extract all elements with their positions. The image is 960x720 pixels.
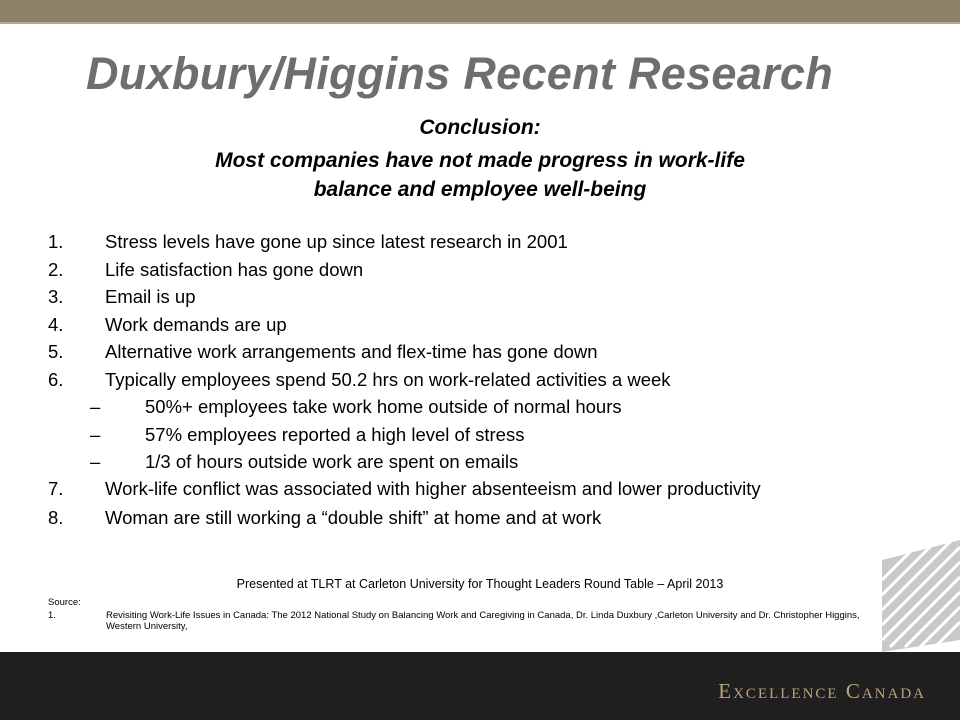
source-label: Source:	[48, 597, 81, 608]
item-number: 2.	[48, 258, 64, 280]
list-item	[48, 366, 895, 394]
source-reference	[48, 610, 868, 632]
sub-item-dash: –	[90, 423, 101, 445]
item-number: 3.	[48, 286, 64, 307]
sub-list-item	[48, 421, 895, 449]
sub-item-text: 57% employees reported a high level of stress	[145, 423, 525, 445]
item-number: 1.	[48, 231, 64, 252]
item-text: Typically employees spend 50.2 hrs on work-related activities a week	[105, 368, 671, 390]
item-number: 7.	[48, 477, 64, 499]
item-text: Life satisfaction has gone down	[105, 258, 364, 280]
sub-item-text: 50%+ employees take work home outside of normal hours	[145, 396, 622, 417]
item-text: Work demands are up	[105, 313, 287, 335]
item-number: 5.	[48, 341, 64, 362]
excellence-canada-logo-icon	[862, 540, 960, 652]
item-text: Stress levels have gone up since latest research in 2001	[105, 231, 568, 252]
list-item	[48, 228, 895, 256]
conclusion-line-2: balance and employee well-being	[313, 178, 647, 201]
top-accent-line	[0, 22, 960, 24]
conclusion-heading: Conclusion:	[419, 116, 541, 139]
presentation-credit: Presented at TLRT at Carleton University for Thought Leaders Round Table – April 2013	[236, 577, 724, 591]
slide-title: Duxbury/Higgins Recent Research	[86, 48, 834, 99]
findings-list	[48, 228, 895, 531]
top-bar	[0, 0, 960, 22]
sub-list-item	[48, 448, 895, 476]
sub-list-item	[48, 393, 895, 421]
item-number: 4.	[48, 313, 64, 335]
list-item	[48, 256, 895, 284]
item-number: 6.	[48, 368, 64, 390]
item-number: 8.	[48, 506, 64, 528]
item-text: Alternative work arrangements and flex-time has gone down	[105, 341, 598, 362]
conclusion-line-1: Most companies have not made progress in work-life	[215, 149, 745, 172]
sub-item-dash: –	[90, 396, 101, 417]
item-text: Work-life conflict was associated with higher absenteeism and lower productivity	[105, 477, 761, 499]
sub-item-dash: –	[90, 451, 101, 472]
sub-item-text: 1/3 of hours outside work are spent on emails	[145, 451, 519, 472]
item-text: Email is up	[105, 286, 196, 307]
reference-text: Revisiting Work-Life Issues in Canada: The 2012 National Study on Balancing Work and Caregiving in Canada, Dr. Linda Duxbury ,Carleton University and Dr. Christopher Higgins, Western University,	[106, 610, 860, 632]
list-item	[48, 504, 895, 532]
list-item	[48, 283, 895, 311]
list-item	[48, 476, 895, 504]
item-text: Woman are still working a “double shift” at home and at work	[105, 506, 602, 528]
list-item	[48, 311, 895, 339]
reference-number: 1.	[48, 610, 56, 621]
brand-logo-text: Excellence Canada	[718, 679, 926, 703]
list-item	[48, 338, 895, 366]
